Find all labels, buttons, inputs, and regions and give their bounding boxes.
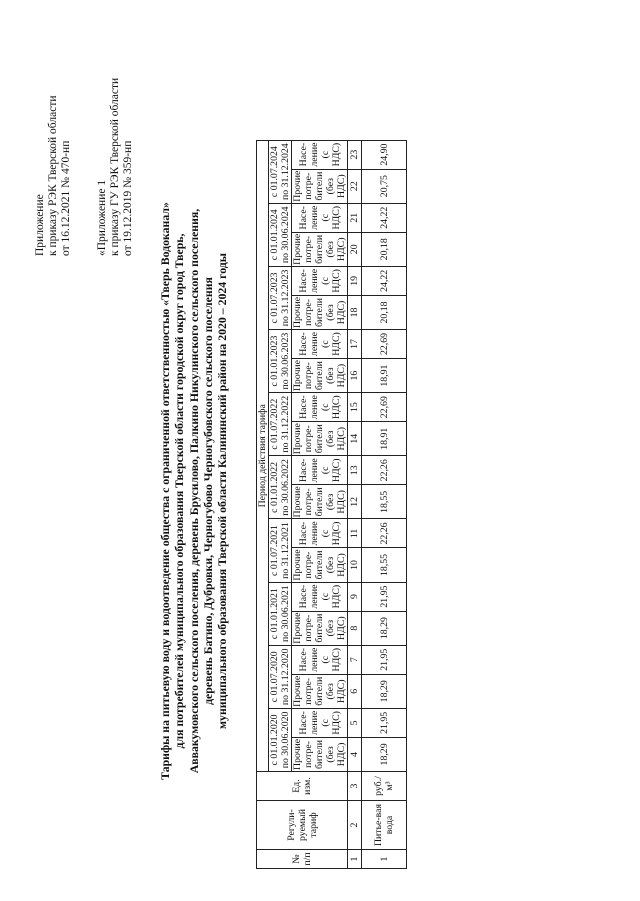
period-cell: с 01.01.2023 по 30.06.2023 — [269, 330, 292, 393]
column-number-row — [348, 140, 362, 868]
title-line: Тарифы на питьевую воду и водоотведение общества с ограниченной ответственностью «Тверь Водоканал» — [158, 202, 172, 780]
period-cell: с 01.01.2020 по 30.06.2020 — [269, 708, 292, 771]
subheader-population: Насе-ление (с НДС) — [292, 582, 348, 611]
column-number: 15 — [348, 393, 362, 422]
period-cell: с 01.07.2021 по 31.12.2021 — [269, 519, 292, 582]
subheader-other-consumers: Прочие потре-бители (без НДС) — [292, 233, 347, 265]
appendix-line: от 19.12.2019 № 359-нп — [122, 140, 134, 256]
tariff-value: 22,69 — [362, 330, 407, 359]
row-no: 1 — [362, 850, 407, 869]
subheader-other-consumers: Прочие потре-бители (без НДС) — [292, 360, 347, 392]
tariff-value: 21,95 — [362, 582, 407, 611]
appendix-header — [34, 48, 73, 256]
column-number: 10 — [348, 548, 362, 582]
column-number: 7 — [348, 645, 362, 674]
period-cell: с 01.01.2021 по 30.06.2021 — [269, 582, 292, 645]
title-line: муниципального образования Тверской области Калининский район на 2020 – 2024 годы — [215, 253, 230, 729]
row-unit: руб./м³ — [362, 772, 407, 801]
subheader-population: Насе-ление (с НДС) — [292, 708, 348, 737]
column-number: 23 — [348, 140, 362, 169]
subheader-population: Насе-ление (с НДС) — [292, 330, 348, 359]
appendix-line: Приложение — [34, 194, 46, 256]
period-row — [269, 140, 292, 868]
column-number: 8 — [348, 611, 362, 645]
appendix-line: «Приложение 1 — [96, 179, 108, 256]
subheader-population: Насе-ление (с НДС) — [292, 203, 348, 232]
tariff-value: 20,18 — [362, 295, 407, 329]
tariff-value: 21,95 — [362, 708, 407, 737]
subheader-population: Насе-ление (с НДС) — [292, 456, 348, 485]
tariff-value: 20,18 — [362, 232, 407, 266]
col-header-unit: Ед. изм. — [257, 772, 348, 801]
column-number: 1 — [348, 850, 362, 869]
subheader-population: Насе-ление (с НДС) — [292, 266, 348, 295]
col-header-tariff: Регули-руемый тариф — [257, 801, 348, 850]
period-cell: с 01.01.2022 по 30.06.2022 — [269, 456, 292, 519]
title-line: деревень Батино, Дубровки, Черногубово Черногубовского сельского поселения — [200, 277, 215, 705]
tariff-value: 18,29 — [362, 611, 407, 645]
tariff-value: 22,26 — [362, 519, 407, 548]
column-number: 13 — [348, 456, 362, 485]
tariff-value: 22,26 — [362, 456, 407, 485]
tariff-table — [256, 140, 407, 869]
subheader-population: Насе-ление (с НДС) — [292, 519, 348, 548]
title-line: Аввакумовского сельского поселения, деревень Брусилово, Палкино Никулинского сельского поселения, — [186, 208, 201, 774]
column-number: 18 — [348, 295, 362, 329]
tariff-value: 24,22 — [362, 266, 407, 295]
subheader-other-consumers: Прочие потре-бители (без НДС) — [292, 612, 347, 644]
appendix-line: к приказу ГУ РЭК Тверской области — [109, 77, 121, 256]
column-number: 17 — [348, 330, 362, 359]
row-tariff-name: Питье-вая вода — [362, 801, 407, 850]
tariff-value: 20,75 — [362, 169, 407, 203]
column-number: 21 — [348, 203, 362, 232]
tariff-value: 18,29 — [362, 737, 407, 771]
subheader-population: Насе-ление (с НДС) — [292, 140, 348, 169]
subheader-other-consumers: Прочие потре-бители (без НДС) — [292, 170, 347, 202]
column-number: 14 — [348, 422, 362, 456]
document-title — [158, 161, 229, 821]
title-line: для потребителей муниципального образования Тверской области городской округ город Тверь, — [172, 233, 187, 749]
tariff-value: 18,29 — [362, 674, 407, 708]
tariff-value: 18,55 — [362, 548, 407, 582]
period-cell: с 01.07.2020 по 31.12.2020 — [269, 645, 292, 708]
tariff-value: 24,90 — [362, 140, 407, 169]
subheader-other-consumers: Прочие потре-бители (без НДС) — [292, 549, 347, 581]
column-number: 5 — [348, 708, 362, 737]
appendix-line: от 16.12.2021 № 470-нп — [60, 140, 72, 256]
column-number: 22 — [348, 169, 362, 203]
column-number: 3 — [348, 772, 362, 801]
column-number: 16 — [348, 359, 362, 393]
column-number: 2 — [348, 801, 362, 850]
subheader-other-consumers: Прочие потре-бители (без НДС) — [292, 675, 347, 707]
subheader-other-consumers: Прочие потре-бители (без НДС) — [292, 486, 347, 518]
tariff-value: 24,22 — [362, 203, 407, 232]
tariff-value: 18,55 — [362, 485, 407, 519]
subheader-other-consumers: Прочие потре-бители (без НДС) — [292, 738, 347, 770]
column-number: 12 — [348, 485, 362, 519]
subheader-population: Насе-ление (с НДС) — [292, 393, 348, 422]
column-number: 6 — [348, 674, 362, 708]
column-number: 11 — [348, 519, 362, 548]
subheader-other-consumers: Прочие потре-бители (без НДС) — [292, 423, 347, 455]
table-row — [362, 140, 407, 868]
tariff-value: 21,95 — [362, 645, 407, 674]
subheader-other-consumers: Прочие потре-бители (без НДС) — [292, 296, 347, 329]
subheader-population: Насе-ление (с НДС) — [292, 645, 348, 674]
period-cell: с 01.07.2022 по 31.12.2022 — [269, 393, 292, 456]
column-number: 20 — [348, 232, 362, 266]
subheader-row — [292, 140, 348, 868]
column-number: 4 — [348, 737, 362, 771]
col-header-no: № п/п — [257, 850, 348, 869]
tariff-value: 22,69 — [362, 393, 407, 422]
tariff-value: 18,91 — [362, 359, 407, 393]
period-cell: с 01.07.2024 по 31.12.2024 — [269, 140, 292, 203]
period-cell: с 01.01.2024 по 30.06.2024 — [269, 203, 292, 266]
period-header: Период действия тарифа — [257, 140, 269, 771]
appendix-original-header — [96, 48, 135, 256]
tariff-value: 18,91 — [362, 422, 407, 456]
column-number: 9 — [348, 582, 362, 611]
column-number: 19 — [348, 266, 362, 295]
appendix-line: к приказу РЭК Тверской области — [47, 95, 59, 256]
period-cell: с 01.07.2023 по 31.12.2023 — [269, 266, 292, 329]
